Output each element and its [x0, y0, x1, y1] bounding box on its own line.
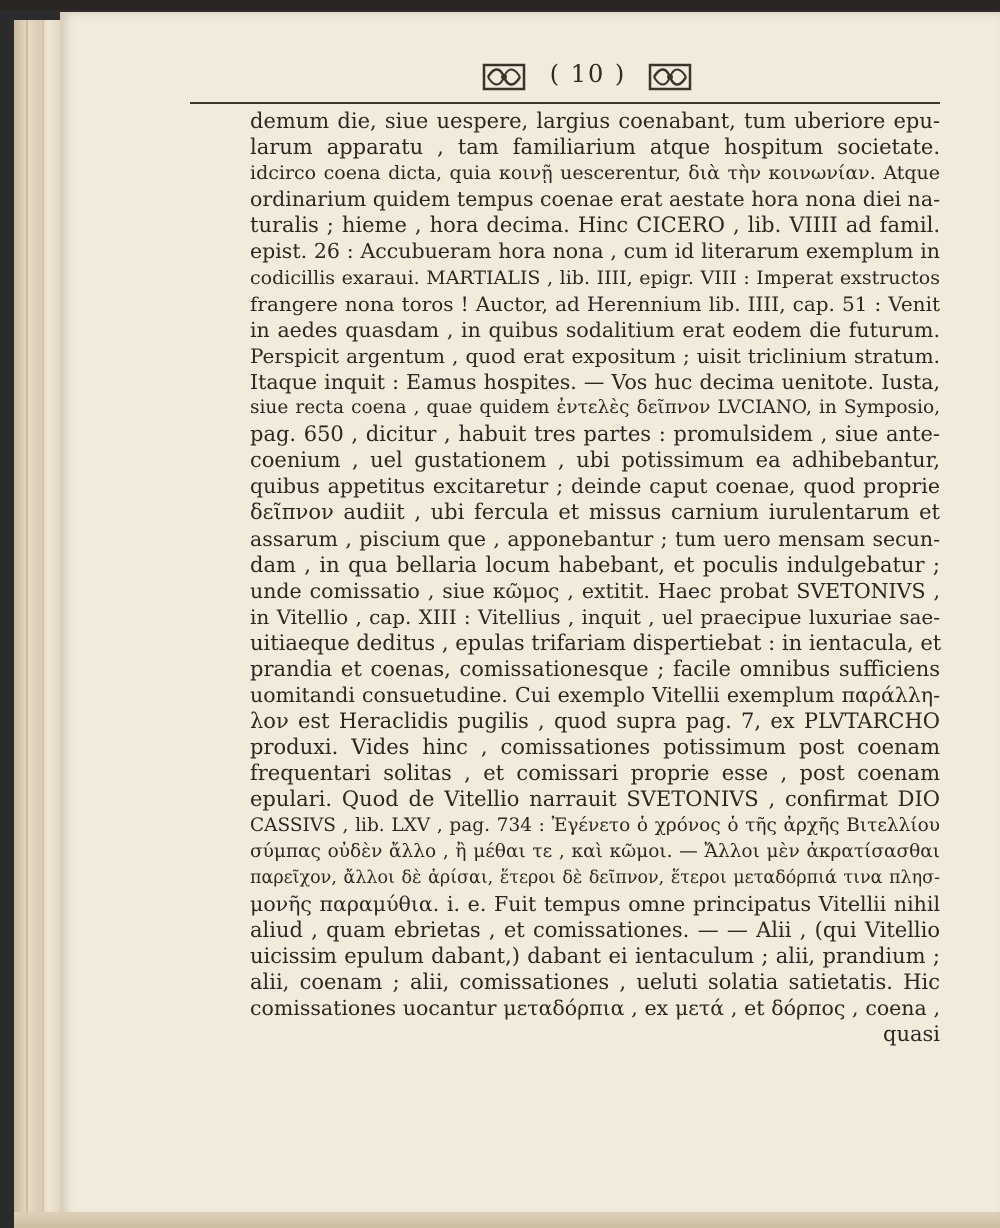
text-line: prandia et coenas, comissationesque ; facile omnibus sufficiens [250, 656, 940, 681]
ornament-icon [482, 62, 526, 92]
text-line: siue recta coena , quae quidem ἐντελὲς δεῖπνον LVCIANO, in Symposio, [250, 397, 940, 419]
text-line: produxi. Vides hinc , comissationes potissimum post coenam [250, 735, 940, 760]
page-header [190, 58, 940, 106]
text-line: uomitandi consuetudine. Cui exemplo Vitellii exemplum παράλλη- [250, 683, 940, 708]
text-line: alii, coenam ; alii, comissationes , ueluti solatia satietatis. Hic [250, 970, 940, 995]
text-line: δεῖπνον audiit , ubi fercula et missus carnium iurulentarum et [250, 500, 940, 525]
text-line: aliud , quam ebrietas , et comissationes. — — Alii , (qui Vitellio [250, 917, 940, 942]
catchword: quasi [883, 1022, 940, 1047]
text-line: uicissim epulum dabant,) dabant ei ientaculum ; alii, prandium ; [250, 944, 940, 968]
text-line: in aedes quasdam , in quibus sodalitium erat eodem die futurum. [250, 317, 940, 342]
body-text [250, 108, 940, 1047]
text-line: coenium , uel gustationem , ubi potissimum ea adhibebantur, [250, 448, 940, 473]
text-line: assarum , piscium que , apponebantur ; tum uero mensam secun- [250, 526, 940, 551]
text-line: epulari. Quod de Vitellio narrauit SVETONIVS , confirmat DIO [250, 787, 940, 812]
book-bottom-edge [14, 1212, 1000, 1228]
text-line: unde comissatio , siue κῶμος , extitit. Haec probat SVETONIVS , [250, 578, 940, 603]
text-line: codicillis exaraui. MARTIALIS , lib. IIII, epigr. VIII : Imperat exstructos [250, 266, 940, 289]
text-line: μονῆς παραμύθια. i. e. Fuit tempus omne principatus Vitellii nihil [250, 891, 940, 916]
text-line: comissationes uocantur μεταδόρπια , ex μετά , et δόρπος , coena , [250, 996, 940, 1021]
page-number: ( 10 ) [549, 60, 627, 88]
text-line: dam , in qua bellaria locum habebant, et poculis indulgebatur ; [250, 552, 940, 577]
text-line: λον est Heraclidis pugilis , quod supra pag. 7, ex PLVTARCHO [250, 709, 940, 734]
text-line: in Vitellio , cap. XIII : Vitellius , inquit , uel praecipue luxuriae sae- [250, 604, 940, 629]
text-line: CASSIVS , lib. LXV , pag. 734 : Ἐγένετο ὁ χρόνος ὁ τῆς ἀρχῆς Βιτελλίου [250, 814, 940, 836]
text-line: larum apparatu , tam familiarium atque hospitum societate. [250, 135, 940, 160]
text-line: Perspicit argentum , quod erat expositum ; uisit triclinium stratum. [250, 343, 940, 368]
text-line: uitiaeque deditus , epulas trifariam dispertiebat : in ientacula, et [250, 630, 942, 655]
text-line: turalis ; hieme , hora decima. Hinc CICERO , lib. VIIII ad famil. [250, 213, 940, 238]
ornament-icon [648, 62, 692, 92]
text-line: idcirco coena dicta, quia κοινῇ uescerentur, διὰ τὴν κοινωνίαν. Atque [250, 162, 940, 185]
text-line: quibus appetitus excitaretur ; deinde caput coenae, quod proprie [250, 474, 940, 499]
header-rule [190, 102, 940, 104]
text-line: epist. 26 : Accubueram hora nona , cum id literarum exemplum in [250, 239, 940, 264]
text-line: frangere nona toros ! Auctor, ad Herennium lib. IIII, cap. 51 : Venit [250, 291, 940, 316]
book-page-edges [14, 20, 61, 1218]
text-line: ordinarium quidem tempus coenae erat aestate hora nona diei na- [250, 187, 940, 212]
text-line: σύμπας οὐδὲν ἄλλο , ἢ μέθαι τε , καὶ κῶμοι. — Ἄλλοι μὲν ἀκρατίσασθαι [250, 840, 940, 862]
text-line: pag. 650 , dicitur , habuit tres partes : promulsidem , siue ante- [250, 422, 940, 447]
text-line: frequentari solitas , et comissari proprie esse , post coenam [250, 761, 940, 786]
text-line: demum die, siue uespere, largius coenabant, tum uberiore epu- [250, 109, 940, 133]
text-line: Itaque inquit : Eamus hospites. — Vos huc decima uenitote. Iusta, [250, 369, 940, 394]
text-line: παρεῖχον, ἄλλοι δὲ ἀρίσαι, ἕτεροι δὲ δεῖπνον, ἕτεροι μεταδόρπιά τινα πλησ- [250, 867, 940, 888]
